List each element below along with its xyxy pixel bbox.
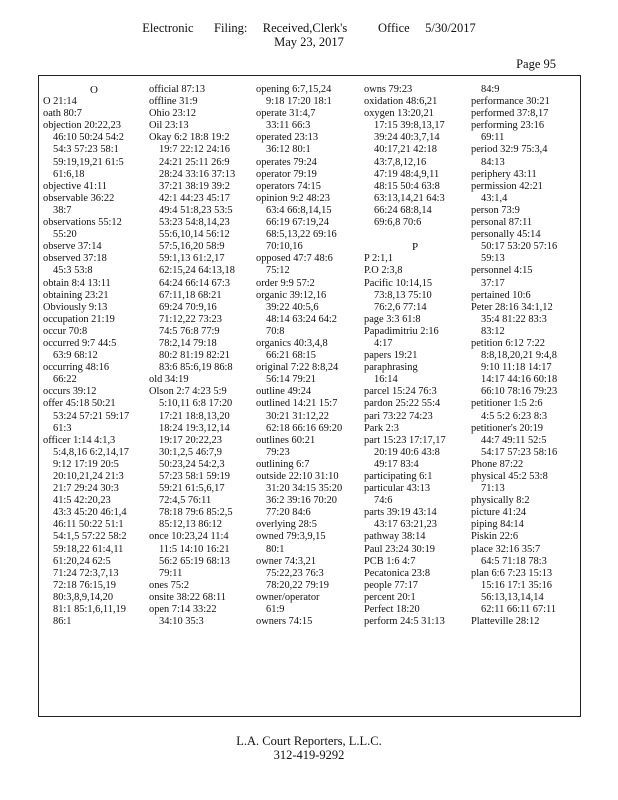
index-entry-line: opening 6:7,15,24 [256, 84, 332, 95]
index-entry-line: 21:7 29:24 30:3 [53, 483, 119, 495]
index-entry-line: obtaining 23:21 [43, 289, 109, 301]
index-entry-line: person 73:9 [471, 204, 520, 216]
index-entry-line: 4:5 5:2 6:23 8:3 [481, 410, 548, 422]
index-entry-line: 84:13 [481, 156, 505, 168]
index-entry-line: 16:14 [374, 374, 398, 386]
index-entry-line: 70:10,16 [266, 241, 303, 253]
index-entry-line: 8:8,18,20,21 9:4,8 [481, 350, 557, 362]
index-entry-line: 46:10 50:24 54:2 [53, 132, 125, 144]
index-entry-line: operated 23:13 [256, 132, 319, 144]
index-entry-line: owners 74:15 [256, 616, 313, 628]
index-entry-line: 56:2 65:19 68:13 [159, 555, 231, 567]
index-entry-line: 43:3 45:20 46:1,4 [53, 507, 127, 519]
index-entry-line: 78:20,22 79:19 [266, 579, 329, 591]
page-number: Page 95 [516, 57, 556, 71]
index-entry-line: outlines 60:21 [256, 434, 316, 446]
index-entry-line: 56:13,13,14,14 [481, 591, 544, 603]
index-entry-line: 28:24 33:16 37:13 [159, 168, 236, 180]
index-entry-line: performed 37:8,17 [471, 108, 549, 120]
index-entry-line: 62:18 66:16 69:20 [266, 422, 343, 434]
index-entry-line: open 7:14 33:22 [149, 604, 217, 616]
index-entry-line: page 3:3 61:8 [364, 313, 421, 325]
index-entry-line: plan 6:6 7:23 15:13 [471, 567, 553, 579]
index-entry-line: observe 37:14 [43, 241, 102, 253]
index-entry-line: 37:17 [481, 277, 505, 289]
index-entry-line: offline 31:9 [149, 96, 198, 108]
index-entry-line: 62:15,24 64:13,18 [159, 265, 235, 277]
index-entry-line: 48:14 63:24 64:2 [266, 313, 338, 325]
index-entry-line: 72:18 76:15,19 [53, 579, 116, 591]
index-entry-line: PCB 1:6 4:7 [364, 555, 416, 567]
index-entry-line: opinion 9:2 48:23 [256, 192, 330, 204]
index-entry-line: 63:4 66:8,14,15 [266, 204, 332, 216]
index-entry-line: parts 39:19 43:14 [364, 507, 437, 519]
index-entry-line: Pecatonica 23:8 [364, 567, 431, 579]
index-entry-line: personal 87:11 [471, 217, 533, 229]
index-entry-line: performing 23:16 [471, 120, 545, 132]
index-entry-line: 75:12 [266, 265, 290, 277]
index-entry-line: overlying 28:5 [256, 519, 317, 531]
index-entry-line: occur 70:8 [43, 325, 88, 337]
index-entry-line: period 32:9 75:3,4 [471, 144, 548, 156]
index-entry-line: Pacific 10:14,15 [364, 277, 433, 289]
index-entry-line: observations 55:12 [43, 217, 122, 229]
index-entry-line: 14:17 44:16 60:18 [481, 374, 558, 386]
index-column-2 [149, 84, 251, 628]
index-entry-line: 9:10 11:18 14:17 [481, 362, 552, 374]
index-entry-line: 15:16 17:1 35:16 [481, 579, 553, 591]
index-entry-line: O 21:14 [43, 96, 77, 108]
index-entry-line: Perfect 18:20 [364, 604, 420, 616]
reporter-name: L.A. Court Reporters, L.L.C. [236, 734, 382, 748]
index-entry-line: 66:22 [53, 374, 77, 386]
index-entry-line: 61:9 [266, 604, 285, 616]
index-entry-line: ones 75:2 [149, 579, 190, 591]
index-entry-line: owns 79:23 [364, 84, 413, 95]
index-entry-line: permission 42:21 [471, 180, 543, 192]
index-entry-line: 78:18 79:6 85:2,5 [159, 507, 233, 519]
index-entry-line: piping 84:14 [471, 519, 524, 531]
index-entry-line [364, 229, 466, 241]
index-entry-line: pardon 25:22 55:4 [364, 398, 441, 410]
index-entry-line: 5:10,11 6:8 17:20 [159, 398, 233, 410]
index-entry-line: 55:6,10,14 56:12 [159, 229, 230, 241]
index-entry-line: 36:2 39:16 70:20 [266, 495, 338, 507]
index-entry-line: physical 45:2 53:8 [471, 471, 548, 482]
index-entry-line: 80:1 [266, 543, 285, 555]
reporter-phone: 312-419-9292 [273, 748, 345, 762]
index-entry-line: 75:22,23 76:3 [266, 567, 324, 579]
index-entry-line: 20:19 40:6 43:8 [374, 446, 440, 458]
index-entry-line: Platteville 28:12 [471, 616, 540, 628]
index-entry-line: operate 31:4,7 [256, 108, 316, 120]
index-entry-line: order 9:9 57:2 [256, 277, 315, 289]
index-entry-line: oxidation 48:6,21 [364, 96, 438, 108]
index-entry-line: 63:9 68:12 [53, 350, 98, 362]
index-entry-line: 69:6,8 70:6 [374, 217, 422, 229]
index-entry-line: 83:12 [481, 325, 505, 337]
index-entry-line: occurred 9:7 44:5 [43, 337, 117, 349]
index-entry-line: objection 20:22,23 [43, 120, 121, 132]
index-entry-line: percent 20:1 [364, 591, 416, 603]
index-entry-line: Oil 23:13 [149, 120, 189, 132]
index-entry-line: personally 45:14 [471, 229, 541, 241]
index-entry-line: 64:5 71:18 78:3 [481, 555, 547, 567]
index-entry-line: 57:5,16,20 58:9 [159, 241, 225, 253]
index-entry-line: parcel 15:24 76:3 [364, 386, 437, 398]
index-entry-line: 61:3 [53, 422, 72, 434]
filing-stamp: Electronic Filing: Received,Clerk's Office 5/30/2017 [142, 21, 476, 35]
word-index-frame [38, 75, 581, 717]
index-letter-heading: O [90, 84, 98, 96]
index-entry-line: outline 49:24 [256, 386, 312, 398]
index-entry-line: 59:19,19,21 61:5 [53, 156, 124, 168]
index-entry-line: oath 80:7 [43, 108, 82, 120]
index-entry-line: 41:5 42:20,23 [53, 495, 111, 507]
index-entry-line: 30:1,2,5 46:7,9 [159, 446, 222, 458]
index-entry-line: Papadimitriu 2:16 [364, 325, 439, 337]
index-entry-line: 63:13,14,21 64:3 [374, 192, 445, 204]
index-entry-line: 20:10,21,24 21:3 [53, 471, 124, 482]
index-entry-line: 59:21 61:5,6,17 [159, 483, 225, 495]
index-entry-line: 61:6,18 [53, 168, 85, 180]
index-entry-line: 9:18 17:20 18:1 [266, 96, 332, 108]
index-entry-line: pari 73:22 74:23 [364, 410, 433, 422]
index-entry-line: picture 41:24 [471, 507, 527, 519]
index-entry-line: 54:17 57:23 58:16 [481, 446, 558, 458]
index-entry-line: operates 79:24 [256, 156, 317, 168]
index-entry-line: 66:24 68:8,14 [374, 204, 432, 216]
index-entry-line: Park 2:3 [364, 422, 399, 434]
index-entry-line: 70:8 [266, 325, 285, 337]
index-column-3 [256, 84, 358, 628]
index-entry-line: 74:6 [374, 495, 393, 507]
index-entry-line: 50:23,24 54:2,3 [159, 458, 225, 470]
index-entry-line: once 10:23,24 11:4 [149, 531, 229, 543]
index-entry-line: petitioner's 20:19 [471, 422, 543, 434]
index-entry-line: 69:24 70:9,16 [159, 301, 217, 313]
index-entry-line: 43:7,8,12,16 [374, 156, 427, 168]
index-entry-line: occurs 39:12 [43, 386, 97, 398]
index-entry-line: Ohio 23:12 [149, 108, 197, 120]
index-entry-line: 34:10 35:3 [159, 616, 204, 628]
index-entry-line: 66:21 68:15 [266, 350, 316, 362]
index-entry-line: observed 37:18 [43, 253, 107, 265]
index-entry-line: Paul 23:24 30:19 [364, 543, 436, 555]
index-entry-line: 77:20 84:6 [266, 507, 311, 519]
index-entry-line: physically 8:2 [471, 495, 530, 507]
index-entry-line: 71:24 72:3,7,13 [53, 567, 119, 579]
index-entry-line: 71:12,22 73:23 [159, 313, 222, 325]
index-entry-line: part 15:23 17:17,17 [364, 434, 446, 446]
index-entry-line: 49:4 51:8,23 53:5 [159, 204, 233, 216]
index-entry-line: periphery 43:11 [471, 168, 537, 180]
index-entry-line: 39:24 40:3,7,14 [374, 132, 440, 144]
index-column-1 [43, 84, 145, 628]
index-entry-line: 59:1,13 61:2,17 [159, 253, 225, 265]
index-entry-line: 79:11 [159, 567, 183, 579]
index-entry-line: 80:2 81:19 82:21 [159, 350, 231, 362]
index-entry-line: outlining 6:7 [256, 458, 310, 470]
index-entry-line: personnel 4:15 [471, 265, 533, 277]
index-entry-line: 56:14 79:21 [266, 374, 316, 386]
index-entry-line: owner 74:3,21 [256, 555, 317, 567]
index-entry-line: 54:3 57:23 58:1 [53, 144, 119, 156]
index-entry-line: 30:21 31:12,22 [266, 410, 329, 422]
index-entry-line: 84:9 [481, 84, 500, 95]
index-entry-line: 38:7 [53, 204, 72, 216]
index-entry-line: 72:4,5 76:11 [159, 495, 212, 507]
index-entry-line: organic 39:12,16 [256, 289, 327, 301]
index-entry-line: 31:20 34:15 35:20 [266, 483, 343, 495]
index-entry-line: performance 30:21 [471, 96, 550, 108]
index-entry-line: 59:18,22 61:4,11 [53, 543, 124, 555]
index-entry-line: 40:17,21 42:18 [374, 144, 437, 156]
index-entry-line: opposed 47:7 48:6 [256, 253, 333, 265]
index-entry-line: 46:11 50:22 51:1 [53, 519, 124, 531]
index-entry-line: 42:1 44:23 45:17 [159, 192, 231, 204]
index-entry-line: pertained 10:6 [471, 289, 531, 301]
index-entry-line: 83:6 85:6,19 86:8 [159, 362, 233, 374]
index-entry-line: Piskin 22:6 [471, 531, 519, 543]
index-entry-line: oxygen 13:20,21 [364, 108, 434, 120]
index-entry-line: Peter 28:16 34:1,12 [471, 301, 553, 313]
index-entry-line: onsite 38:22 68:11 [149, 591, 226, 603]
index-entry-line: 62:11 66:11 67:11 [481, 604, 557, 616]
index-entry-line: 86:1 [53, 616, 72, 628]
index-entry-line: 79:23 [266, 446, 290, 458]
index-entry-line: paraphrasing [364, 362, 418, 374]
index-entry-line: place 32:16 35:7 [471, 543, 541, 555]
index-entry-line: 37:21 38:19 39:2 [159, 180, 231, 192]
index-entry-line: 81:1 85:1,6,11,19 [53, 604, 126, 616]
index-entry-line: 68:5,13,22 69:16 [266, 229, 337, 241]
index-entry-line: 45:3 53:8 [53, 265, 93, 277]
index-entry-line: 55:20 [53, 229, 77, 241]
index-entry-line: old 34:19 [149, 374, 189, 386]
index-entry-line: operators 74:15 [256, 180, 321, 192]
index-entry-line: 44:7 49:11 52:5 [481, 434, 547, 446]
index-entry-line: 59:13 [481, 253, 505, 265]
index-entry-line: objective 41:11 [43, 180, 107, 192]
index-entry-line: P 2:1,1 [364, 253, 394, 265]
index-entry-line: 53:24 57:21 59:17 [53, 410, 130, 422]
index-entry-line: 48:15 50:4 63:8 [374, 180, 440, 192]
index-entry-line: occupation 21:19 [43, 313, 115, 325]
index-entry-line: officer 1:14 4:1,3 [43, 434, 116, 446]
index-entry-line: P.O 2:3,8 [364, 265, 403, 277]
index-entry-line: 49:17 83:4 [374, 458, 419, 470]
index-entry-line: observable 36:22 [43, 192, 115, 204]
index-entry-line: Phone 87:22 [471, 458, 524, 470]
index-entry-line: 17:15 39:8,13,17 [374, 120, 445, 132]
index-entry-line: obtain 8:4 13:11 [43, 277, 111, 289]
index-entry-line: 5:4,8,16 6:2,14,17 [53, 446, 129, 458]
index-entry-line: 35:4 81:22 83:3 [481, 313, 547, 325]
index-entry-line: 73:8,13 75:10 [374, 289, 432, 301]
index-entry-line: offer 45:18 50:21 [43, 398, 116, 410]
index-entry-line: 39:22 40:5,6 [266, 301, 319, 313]
index-entry-line: organics 40:3,4,8 [256, 337, 328, 349]
index-entry-line: 43:17 63:21,23 [374, 519, 437, 531]
index-entry-line: particular 43:13 [364, 483, 431, 495]
index-entry-line: participating 6:1 [364, 471, 433, 482]
index-entry-line: 17:21 18:8,13,20 [159, 410, 230, 422]
index-entry-line: 78:2,14 79:18 [159, 337, 217, 349]
index-entry-line: 24:21 25:11 26:9 [159, 156, 230, 168]
index-entry-line: 4:17 [374, 337, 393, 349]
index-entry-line: 11:5 14:10 16:21 [159, 543, 230, 555]
index-entry-line: Olson 2:7 4:23 5:9 [149, 386, 227, 398]
index-entry-line: 33:11 66:3 [266, 120, 311, 132]
index-entry-line: 53:23 54:8,14,23 [159, 217, 230, 229]
index-entry-line: operator 79:19 [256, 168, 317, 180]
index-entry-line: 43:1,4 [481, 192, 508, 204]
index-column-5 [471, 84, 578, 628]
index-entry-line: owner/operator [256, 591, 320, 603]
index-entry-line: official 87:13 [149, 84, 206, 95]
index-entry-line: Okay 6:2 18:8 19:2 [149, 132, 230, 144]
index-entry-line: pathway 38:14 [364, 531, 426, 543]
index-entry-line: 69:11 [481, 132, 505, 144]
index-entry-line: 66:19 67:19,24 [266, 217, 329, 229]
index-entry-line: outside 22:10 31:10 [256, 471, 339, 482]
index-entry-line: perform 24:5 31:13 [364, 616, 445, 628]
index-entry-line: 18:24 19:3,12,14 [159, 422, 230, 434]
index-entry-line: 85:12,13 86:12 [159, 519, 222, 531]
index-entry-line: 64:24 66:14 67:3 [159, 277, 231, 289]
index-entry-line: Obviously 9:13 [43, 301, 108, 313]
index-entry-line: 67:11,18 68:21 [159, 289, 222, 301]
index-entry-line: people 77:17 [364, 579, 418, 591]
index-entry-line: 19:7 22:12 24:16 [159, 144, 231, 156]
index-entry-line: 9:12 17:19 20:5 [53, 458, 119, 470]
index-entry-line: 80:3,8,9,14,20 [53, 591, 114, 603]
index-entry-line: outlined 14:21 15:7 [256, 398, 338, 410]
index-entry-line: petitioner 1:5 2:6 [471, 398, 543, 410]
index-entry-line: occurring 48:16 [43, 362, 110, 374]
index-entry-line: 74:5 76:8 77:9 [159, 325, 220, 337]
index-entry-line: 47:19 48:4,9,11 [374, 168, 440, 180]
index-entry-line: papers 19:21 [364, 350, 418, 362]
index-entry-line: petition 6:12 7:22 [471, 337, 545, 349]
index-letter-heading: P [411, 241, 419, 254]
index-column-4 [364, 84, 466, 628]
index-entry-line: original 7:22 8:8,24 [256, 362, 339, 374]
index-entry-line: 71:13 [481, 483, 505, 495]
index-entry-line: 54:1,5 57:22 58:2 [53, 531, 127, 543]
index-entry-line: 61:20,24 62:5 [53, 555, 111, 567]
index-entry-line: 57:23 58:1 59:19 [159, 471, 231, 482]
index-entry-line: owned 79:3,9,15 [256, 531, 326, 543]
index-entry-line: 76:2,6 77:14 [374, 301, 427, 313]
index-entry-line: 19:17 20:22,23 [159, 434, 222, 446]
index-entry-line: 66:10 78:16 79:23 [481, 386, 558, 398]
filing-date: May 23, 2017 [274, 35, 344, 49]
index-entry-line: 36:12 80:1 [266, 144, 311, 156]
index-entry-line: 50:17 53:20 57:16 [481, 241, 558, 253]
